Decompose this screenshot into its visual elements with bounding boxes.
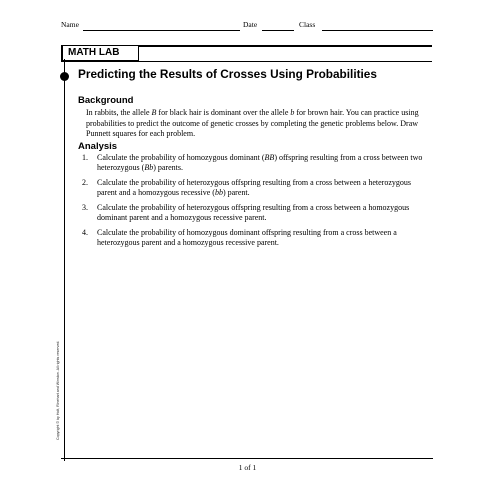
item-number: 2. — [82, 178, 88, 187]
text-segment: Calculate the probability of homozygous dominant ( — [97, 153, 265, 162]
date-field-line[interactable] — [262, 30, 294, 31]
analysis-item — [82, 228, 432, 248]
item-number: 1. — [82, 153, 88, 162]
name-field-line[interactable] — [83, 30, 240, 31]
italic-term: B — [151, 108, 157, 117]
analysis-item — [82, 203, 432, 223]
item-number: 4. — [82, 228, 88, 237]
text-segment: Calculate the probability of heterozygous offspring resulting from a cross between a heterozygous parent and a homozygous recessive ( — [97, 178, 411, 197]
italic-term: Bb — [144, 163, 154, 172]
header-line — [61, 20, 433, 34]
text-segment: ) offspring resulting from a cross between two heterozygous ( — [97, 153, 423, 172]
margin-rule — [64, 59, 65, 461]
background-heading: Background — [78, 95, 134, 106]
text-segment: Calculate the probability of homozygous dominant offspring resulting from a cross between a heterozygous parent and a homozygous recessive parent. — [97, 228, 397, 247]
title-bullet-icon — [60, 72, 69, 81]
copyright-notice: Copyright © by Holt, Rinehart and Winston. All rights reserved. — [56, 340, 60, 440]
date-label: Date — [243, 20, 258, 29]
text-segment: for brown hair. You can practice using probabilities to predict the outcome of genetic crosses by completing the genetic problems below. Draw Punnett squares for each problem. — [86, 108, 419, 138]
page-number: 1 of 1 — [238, 463, 257, 472]
analysis-list — [82, 153, 432, 253]
text-segment: ) parent. — [222, 188, 250, 197]
analysis-item — [82, 178, 432, 198]
text-segment: Calculate the probability of heterozygous offspring resulting from a cross between a homozygous dominant parent and a homozygous recessive parent. — [97, 203, 410, 222]
class-field-line[interactable] — [322, 30, 433, 31]
page-title: Predicting the Results of Crosses Using Probabilities — [78, 67, 377, 81]
text-segment: for black hair is dominant over the allele — [156, 108, 291, 117]
italic-term: b — [290, 108, 295, 117]
analysis-heading: Analysis — [78, 141, 118, 152]
name-label: Name — [61, 20, 79, 29]
italic-term: BB — [264, 153, 275, 162]
analysis-item — [82, 153, 432, 173]
section-label: MATH LAB — [61, 45, 139, 61]
text-segment: In rabbits, the allele — [86, 108, 152, 117]
section-bar — [61, 45, 432, 62]
text-segment: ) parents. — [153, 163, 183, 172]
footer-rule — [61, 458, 433, 459]
item-number: 3. — [82, 203, 88, 212]
class-label: Class — [299, 20, 316, 29]
italic-term: bb — [214, 188, 223, 197]
background-paragraph — [86, 108, 431, 140]
